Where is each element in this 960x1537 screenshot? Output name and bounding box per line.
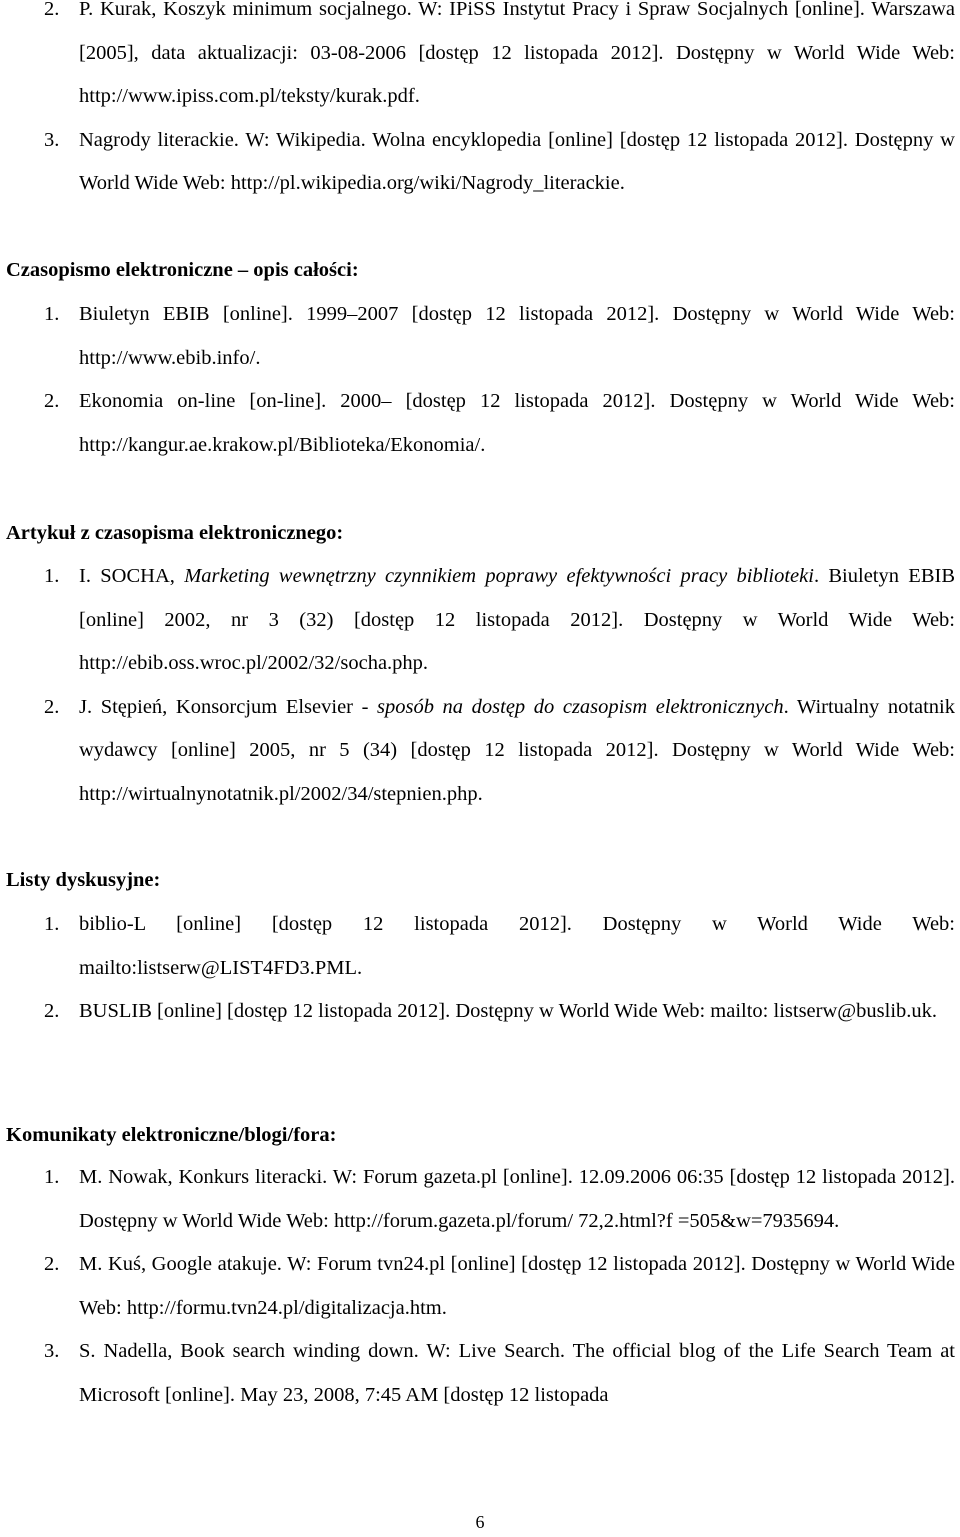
item-number: 2. [44,1000,60,1023]
section-heading: Artykuł z czasopisma elektronicznego: [6,522,344,544]
page-number: 6 [475,1512,485,1532]
item-text: Ekonomia on-line [on-line]. 2000– [dostęp 12 listopada 2012]. Dostępny w World Wide Web: http://kangur.ae.krakow.pl/Biblioteka/Ekonomia/. [79,390,955,456]
item-number: 2. [44,695,60,718]
list-item [0,1156,960,1243]
item-number: 1. [44,565,60,587]
list-item [0,119,960,206]
reference-list [0,903,960,1034]
item-number: 2. [44,1253,60,1276]
item-text: P. Kurak, Koszyk minimum socjalnego. W: IPiSS Instytut Pracy i Spraw Socjalnych [online]. Warszawa [2005], data aktualizacji: 03-08-2006 [dostęp 12 listopada 2012]. Dostępny w World Wide Web: http://www.ipiss.com.pl/teksty/kurak.pdf. [79,0,955,108]
list-item [0,686,960,817]
list-item [0,555,960,686]
list-item [0,0,960,119]
section-heading: Komunikaty elektroniczne/blogi/fora: [6,1124,337,1146]
item-number: 1. [44,303,60,325]
list-item [0,293,960,380]
reference-list [0,555,960,817]
reference-list [0,293,960,467]
item-text: S. Nadella, Book search winding down. W: Live Search. The official blog of the Life Search Team at Microsoft [online]. May 23, 2008, 7:45 AM [dostęp 12 listopada [79,1340,955,1406]
item-text-pre: I. SOCHA, [79,565,185,587]
section-heading: Listy dyskusyjne: [6,869,161,891]
item-number: 2. [44,0,60,20]
article-title: Marketing wewnętrzny czynnikiem poprawy efektywności pracy biblioteki [184,565,814,587]
item-text: biblio-L [online] [dostęp 12 listopada 2012]. Dostępny w World Wide Web: mailto:listserw@LIST4FD3.PML. [79,913,955,979]
item-number: 3. [44,128,60,151]
item-number: 1. [44,913,60,935]
list-item [0,903,960,990]
item-text-post: . Wirtualny notatnik wydawcy [online] 2005, nr 5 (34) [dostęp 12 listopada 2012]. Dostępny w World Wide Web: http://wirtualnynotatnik.pl/2002/34/stepnien.php. [79,695,956,805]
list-item [0,1243,960,1330]
reference-list [0,1156,960,1418]
item-text: M. Nowak, Konkurs literacki. W: Forum gazeta.pl [online]. 12.09.2006 06:35 [dostęp 12 listopada 2012]. Dostępny w World Wide Web: http://forum.gazeta.pl/forum/ 72,2.html?f =505&w=7935694. [79,1166,955,1232]
item-number: 1. [44,1166,60,1188]
item-text: Biuletyn EBIB [online]. 1999–2007 [dostęp 12 listopada 2012]. Dostępny w World Wide Web: http://www.ebib.info/. [79,303,955,369]
article-title: sposób na dostęp do czasopism elektronicznych [377,695,784,718]
reference-list-continued [0,0,960,206]
list-item [0,990,960,1034]
list-item [0,1330,960,1417]
item-text-pre: J. Stępień, Konsorcjum Elsevier - [79,695,378,718]
item-text: M. Kuś, Google atakuje. W: Forum tvn24.pl [online] [dostęp 12 listopada 2012]. Dostępny w World Wide Web: http://formu.tvn24.pl/digitalizacja.htm. [79,1253,955,1319]
list-item [0,380,960,467]
item-text: Nagrody literackie. W: Wikipedia. Wolna encyklopedia [online] [dostęp 12 listopada 2012]. Dostępny w World Wide Web: http://pl.wikipedia.org/wiki/Nagrody_literackie. [79,128,955,195]
item-text: BUSLIB [online] [dostęp 12 listopada 2012]. Dostępny w World Wide Web: mailto: listserw@buslib.uk. [79,1000,938,1023]
item-number: 3. [44,1340,60,1363]
section-heading: Czasopismo elektroniczne – opis całości: [6,259,359,281]
item-text-post: . Biuletyn EBIB [online] 2002, nr 3 (32) [dostęp 12 listopada 2012]. Dostępny w World Wide Web: http://ebib.oss.wroc.pl/2002/32/socha.php. [79,565,955,675]
item-number: 2. [44,390,60,413]
